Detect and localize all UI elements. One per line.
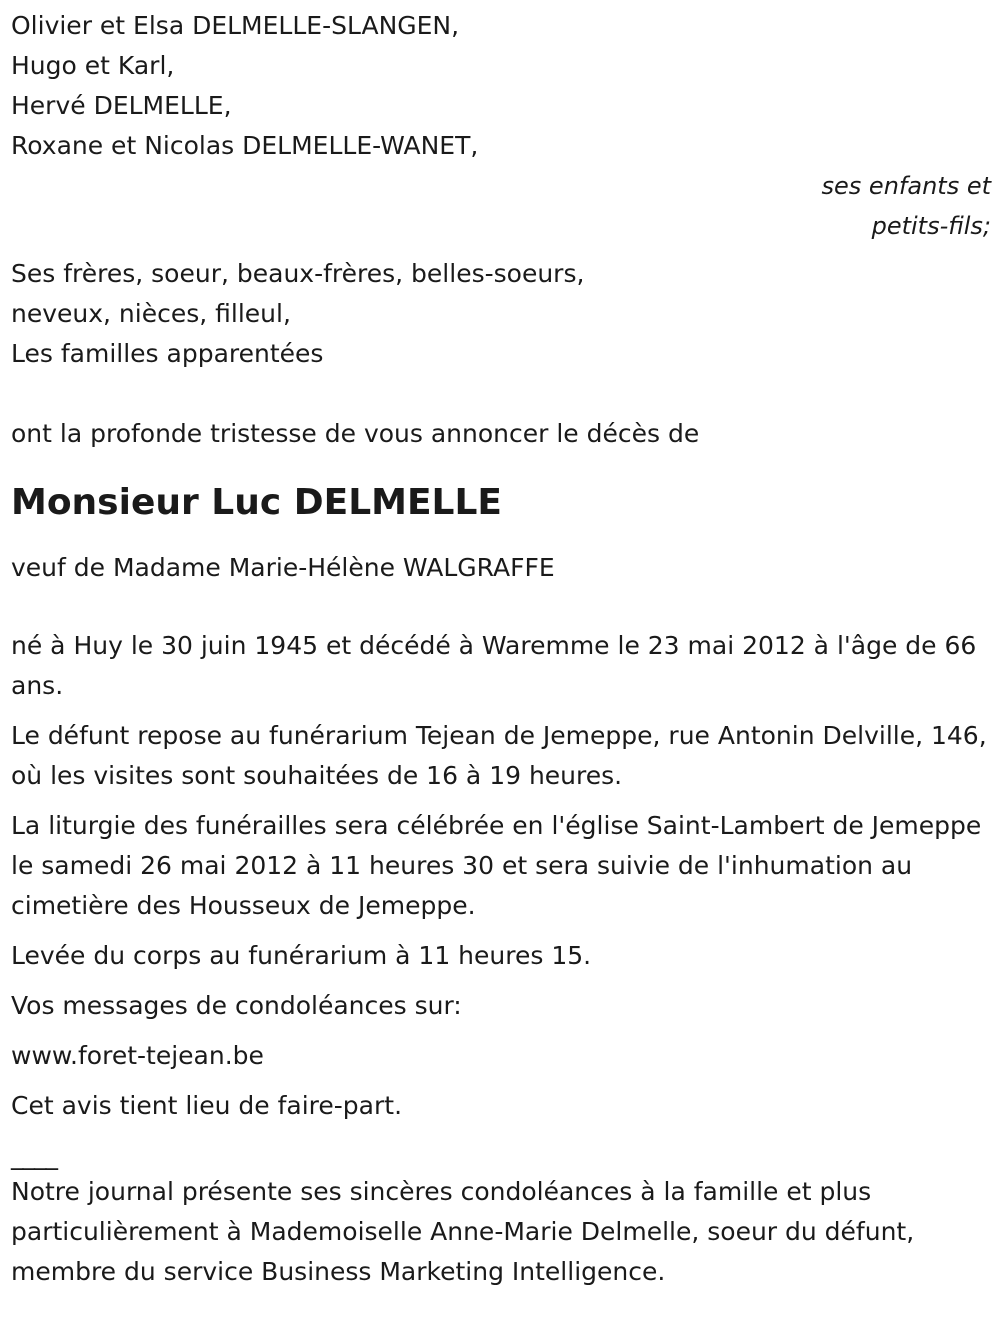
condolences-website: www.foret-tejean.be [11,1041,264,1070]
family-line: Hervé DELMELLE, [11,91,232,120]
notice-statement: Cet avis tient lieu de faire-part. [11,1091,403,1120]
closing-note: Notre journal présente ses sincères condoléances à la famille et plus particulièrement à Mademoiselle Anne-Marie Delmelle, soeur du défunt, membre du service Business Marketing Intelligence. [11,1177,915,1286]
family-line: Roxane et Nicolas DELMELLE-WANET, [11,131,479,160]
family-list [11,6,991,166]
family-signature [11,166,991,246]
condolences-prompt: Vos messages de condoléances sur: [11,991,462,1020]
separator-line: ____ [11,1141,57,1170]
family-line: Olivier et Elsa DELMELLE-SLANGEN, [11,11,460,40]
family-signature-line: ses enfants et [821,172,991,200]
relatives-line: neveux, nièces, filleul, [11,299,291,328]
deceased-name: Monsieur Luc DELMELLE [11,482,503,523]
body-removal-paragraph: Levée du corps au funérarium à 11 heures 15. [11,941,592,970]
announcement-text: ont la profonde tristesse de vous annoncer le décès de [11,419,700,448]
widower-of-text: veuf de Madame Marie-Hélène WALGRAFFE [11,553,555,582]
relatives-list [11,254,991,374]
relatives-line: Les familles apparentées [11,339,324,368]
birth-death-paragraph: né à Huy le 30 juin 1945 et décédé à Waremme le 23 mai 2012 à l'âge de 66 ans. [11,631,977,700]
family-signature-line: petits-fils; [871,212,991,240]
funeral-paragraph: La liturgie des funérailles sera célébrée en l'église Saint-Lambert de Jemeppe le samedi 26 mai 2012 à 11 heures 30 et sera suivie de l'inhumation au cimetière des Housseux de Jemeppe. [11,811,982,920]
family-line: Hugo et Karl, [11,51,175,80]
wake-paragraph: Le défunt repose au funérarium Tejean de Jemeppe, rue Antonin Delville, 146, où les visites sont souhaitées de 16 à 19 heures. [11,721,987,790]
relatives-line: Ses frères, soeur, beaux-frères, belles-soeurs, [11,259,585,288]
obituary-notice [11,0,991,1292]
